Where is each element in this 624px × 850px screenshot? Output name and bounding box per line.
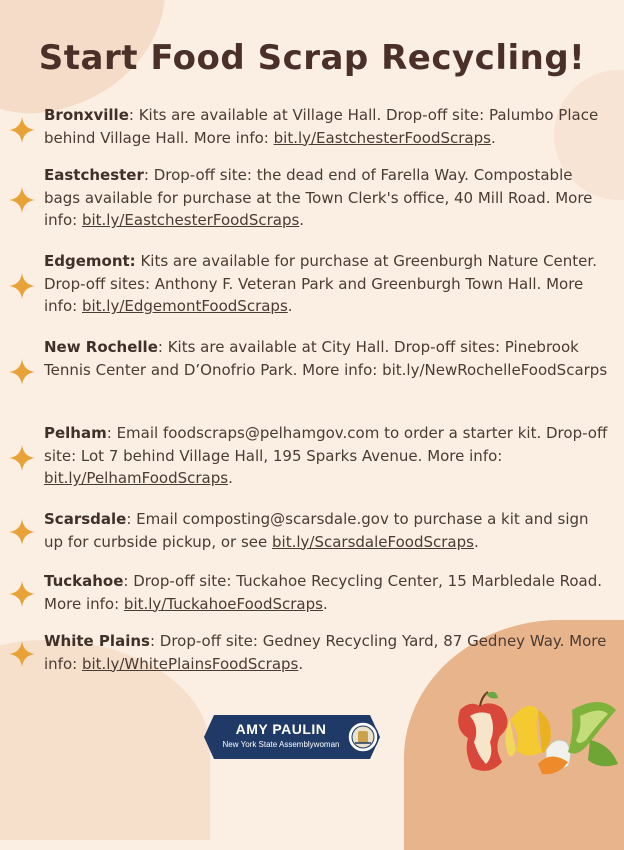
info-link[interactable]: bit.ly/EastchesterFoodScraps [81, 211, 300, 229]
four-point-star-icon [8, 444, 36, 472]
badge-subtitle: New York State Assemblywoman [222, 740, 340, 749]
new-york-state-seal [347, 721, 379, 753]
town-name: Eastchester [44, 166, 144, 184]
entry-text: Kits are available at City Hall. Drop-off sites: Pinebrook Tennis Center and D’Onofrio Park. More info: bit.ly/NewRochelleFoodScarps [44, 338, 608, 379]
entry-text: Email composting@scarsdale.gov to purchase a kit and sign up for curbside pickup, or see [44, 510, 589, 551]
town-name: Pelham [44, 424, 107, 442]
entry-text: Kits are available for purchase at Greenburgh Nature Center. Drop-off sites: Anthony F. Veteran Park and Greenburgh Town Hall. More info: [44, 252, 597, 315]
entry-text: Drop-off site: the dead end of Farella Way. Compostable bags available for purchase at the Town Clerk's office, 40 Mill Road. More info: [44, 166, 593, 229]
town-name: Scarsdale [44, 510, 127, 528]
entry-text: Kits are available at Village Hall. Drop-off site: Palumbo Place behind Village Hall. More info: [44, 106, 599, 147]
town-name: Tuckahoe [44, 572, 124, 590]
list-item: Tuckahoe: Drop-off site: Tuckahoe Recycling Center, 15 Marbledale Road. More info: bit.ly/TuckahoeFoodScraps. [44, 572, 603, 613]
entry-text: Drop-off site: Gedney Recycling Yard, 87 Gedney Way. More info: [44, 632, 607, 673]
list-item: Pelham: Email foodscraps@pelhamgov.com to order a starter kit. Drop-off site: Lot 7 behind Village Hall, 195 Sparks Avenue. More info: bit.ly/PelhamFoodScraps. [44, 424, 608, 487]
four-point-star-icon [8, 272, 36, 300]
badge-name: AMY PAULIN [235, 721, 327, 737]
four-point-star-icon [8, 640, 36, 668]
four-point-star-icon [8, 186, 36, 214]
info-link[interactable]: bit.ly/EastchesterFoodScraps [273, 128, 491, 147]
entry-text: Drop-off site: Tuckahoe Recycling Center, 15 Marbledale Road. More info: [44, 572, 603, 613]
list-item: Eastchester: Drop-off site: the dead end of Farella Way. Compostable bags available for purchase at the Town Clerk's office, 40 Mill Road. More info: bit.ly/EastchesterFoodScraps. [44, 166, 593, 229]
assemblywoman-badge [204, 715, 380, 759]
list-item: New Rochelle: Kits are available at City Hall. Drop-off sites: Pinebrook Tennis Center and D’Onofrio Park. More info: bit.ly/NewRochelleFoodScarps [44, 338, 608, 379]
town-name: Edgemont: [44, 252, 136, 270]
info-link[interactable]: bit.ly/WhitePlainsFoodScraps [81, 654, 299, 673]
list-item: White Plains: Drop-off site: Gedney Recycling Yard, 87 Gedney Way. More info: bit.ly/WhitePlainsFoodScraps. [44, 632, 607, 673]
info-link[interactable]: bit.ly/PelhamFoodScraps [44, 469, 229, 487]
food-scraps-illustration [450, 680, 624, 780]
four-point-star-icon [8, 518, 36, 546]
four-point-star-icon [8, 116, 36, 144]
list-item: Bronxville: Kits are available at Village Hall. Drop-off site: Palumbo Place behind Village Hall. More info: bit.ly/EastchesterFoodScraps. [44, 106, 599, 147]
four-point-star-icon [8, 580, 36, 608]
page-title: Start Food Scrap Recycling! [38, 38, 586, 78]
town-name: Bronxville [44, 106, 129, 124]
info-link[interactable]: bit.ly/EdgemontFoodScraps [81, 297, 288, 315]
town-name: New Rochelle [44, 338, 158, 356]
entry-text: Email foodscraps@pelhamgov.com to order a starter kit. Drop-off site: Lot 7 behind Village Hall, 195 Sparks Avenue. More info: [44, 424, 608, 465]
info-link[interactable]: bit.ly/ScarsdaleFoodScraps [272, 532, 474, 551]
list-item: Scarsdale: Email composting@scarsdale.gov to purchase a kit and sign up for curbside pickup, or see bit.ly/ScarsdaleFoodScraps. [44, 510, 589, 551]
list-item: Edgemont: Kits are available for purchase at Greenburgh Nature Center. Drop-off sites: Anthony F. Veteran Park and Greenburgh Town Hall. More info: bit.ly/EdgemontFoodScraps. [44, 252, 597, 315]
four-point-star-icon [8, 358, 36, 386]
town-name: White Plains [44, 632, 150, 650]
info-link[interactable]: bit.ly/TuckahoeFoodScraps [123, 594, 323, 613]
